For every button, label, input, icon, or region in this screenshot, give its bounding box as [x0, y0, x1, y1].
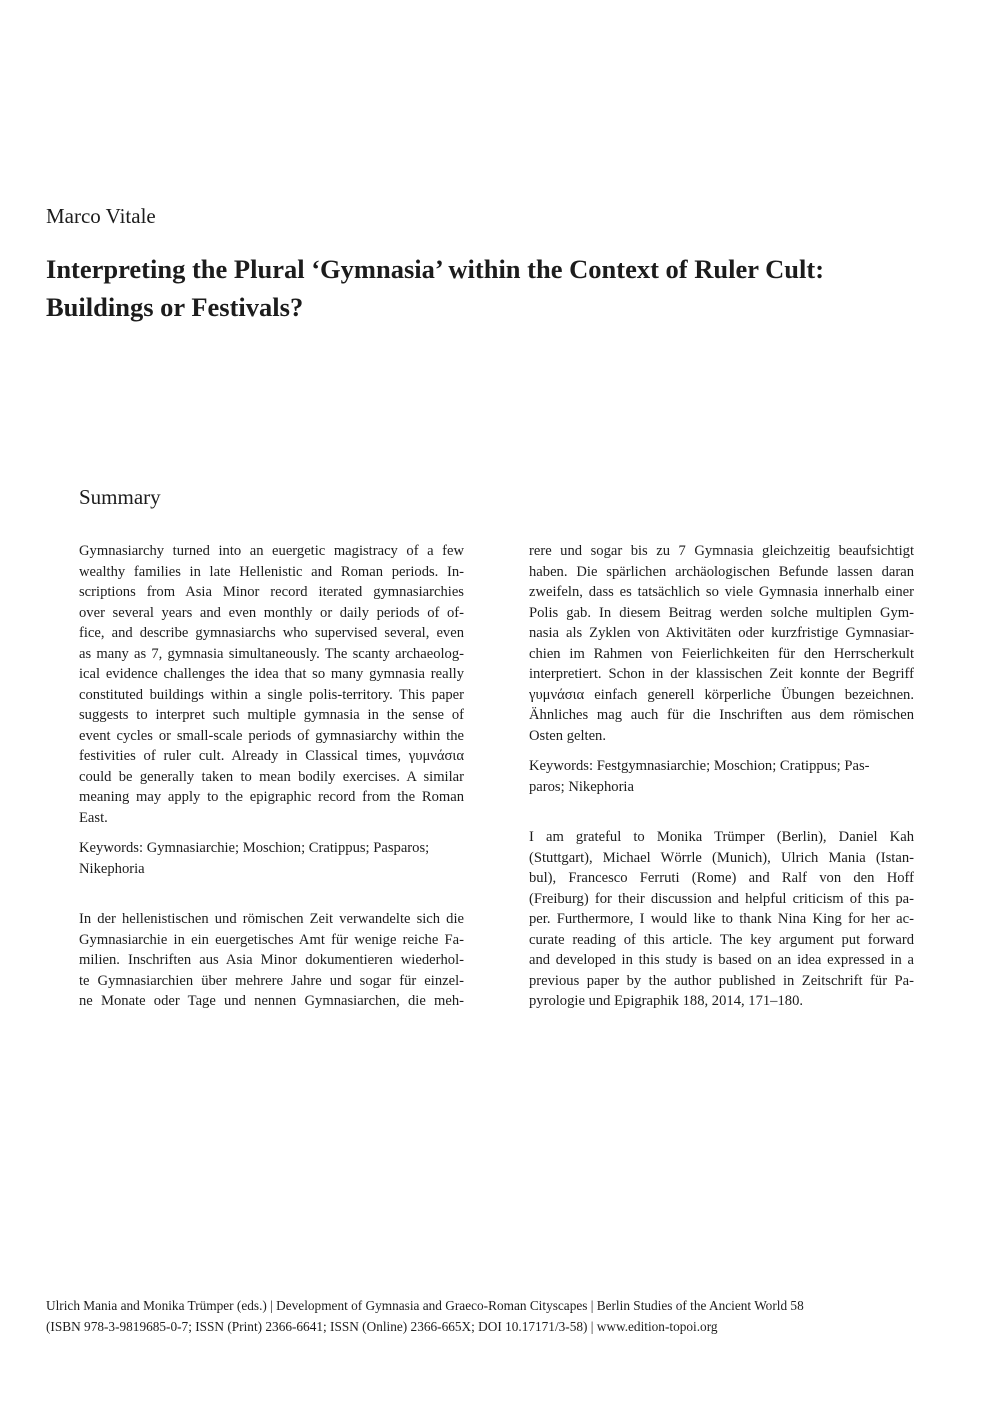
- text-line: rere und sogar bis zu 7 Gymnasia gleichzeitig beaufsichtigt: [529, 543, 914, 559]
- text-line: ical evidence challenges the idea that so many gymnasia really: [79, 666, 464, 682]
- text-line: paros; Nikephoria: [529, 778, 634, 795]
- text-line: wealthy families in late Hellenistic and Roman periods. In-: [79, 563, 464, 580]
- german-summary-start: [79, 909, 464, 1012]
- footer-line: (ISBN 978-3-9819685-0-7; ISSN (Print) 2366-6641; ISSN (Online) 2366-665X; DOI 10.17171/3-58) | www.edition-topoi.org: [46, 1319, 718, 1334]
- text-line: scriptions from Asia Minor record iterated gymnasiarchies: [79, 584, 464, 600]
- text-line: Gymnasiarchie in ein euergetisches Amt für wenige reiche Fa-: [79, 931, 464, 948]
- article-title: [46, 250, 946, 326]
- text-line: ne Monate oder Tage und nennen Gymnasiarchen, die meh-: [79, 993, 464, 1009]
- text-line: event cycles or small-scale periods of gymnasiarchy within the: [79, 727, 464, 744]
- text-line: nasia als Zyklen von Aktivitäten oder kurzfristige Gymnasiar-: [529, 625, 914, 641]
- text-line: γυμνάσια einfach generell körperliche Übungen bezeichnen.: [529, 686, 914, 703]
- text-line: (Freiburg) for their discussion and helpful criticism of this pa-: [529, 890, 914, 907]
- text-line: meaning may apply to the epigraphic record from the Roman: [79, 789, 464, 805]
- english-keywords: [79, 838, 464, 879]
- text-line: te Gymnasiarchien über mehrere Jahre und sogar für einzel-: [79, 972, 464, 989]
- text-line: pyrologie und Epigraphik 188, 2014, 171–180.: [529, 993, 804, 1009]
- left-column: [79, 541, 464, 1012]
- german-summary-end: [529, 541, 914, 746]
- text-line: as many as 7, gymnasia simultaneously. The scanty archaeolog-: [79, 645, 464, 662]
- text-line: curate reading of this article. The key argument put forward: [529, 931, 914, 948]
- summary-heading: Summary: [79, 485, 161, 509]
- text-line: milien. Inschriften aus Asia Minor dokumentieren wiederhol-: [79, 952, 464, 968]
- text-line: fice, and describe gymnasiarchs who supervised several, even: [79, 625, 464, 641]
- text-line: festivities of ruler cult. Already in Classical times, γυμνάσια: [79, 748, 464, 764]
- text-line: Osten gelten.: [529, 727, 607, 744]
- text-line: haben. Die spärlichen archäologischen Befunde lassen daran: [529, 563, 914, 580]
- text-line: Polis gab. In diesem Beitrag werden solche multiplen Gym-: [529, 604, 914, 621]
- text-line: constituted buildings within a single polis-territory. This paper: [79, 686, 464, 703]
- text-line: previous paper by the author published in Zeitschrift für Pa-: [529, 972, 914, 989]
- text-line: chien im Rahmen von Feierlichkeiten für den Herrscherkult: [529, 645, 914, 662]
- text-line: I am grateful to Monika Trümper (Berlin), Daniel Kah: [529, 829, 914, 845]
- text-line: and developed in this study is based on an idea expressed in a: [529, 952, 914, 968]
- text-line: Nikephoria: [79, 860, 145, 877]
- footer-line: Ulrich Mania and Monika Trümper (eds.) | Development of Gymnasia and Graeco-Roman Cityscapes | Berlin Studies of the Ancient World 58: [46, 1298, 804, 1313]
- german-keywords: [529, 756, 914, 797]
- publication-footer: [46, 1295, 966, 1337]
- text-line: Ähnliches mag auch für die Inschriften aus dem römischen: [529, 707, 914, 723]
- text-line: interpretiert. Schon in der klassischen Zeit konnte der Begriff: [529, 666, 914, 682]
- text-line: per. Furthermore, I would like to thank Nina King for her ac-: [529, 911, 914, 927]
- english-summary: [79, 541, 464, 828]
- text-line: suggests to interpret such multiple gymnasia in the sense of: [79, 707, 464, 723]
- text-line: (Stuttgart), Michael Wörrle (Munich), Ulrich Mania (Istan-: [529, 849, 914, 866]
- author-name: Marco Vitale: [46, 204, 156, 228]
- text-line: zweifeln, dass es tatsächlich so viele Gymnasia innerhalb einer: [529, 584, 914, 600]
- acknowledgements: [529, 827, 914, 1012]
- text-line: East.: [79, 809, 108, 826]
- title-line: Buildings or Festivals?: [46, 292, 304, 322]
- text-line: over several years and even monthly or daily periods of of-: [79, 604, 464, 621]
- text-line: could be generally taken to mean bodily exercises. A similar: [79, 768, 464, 785]
- text-line: bul), Francesco Ferruti (Rome) and Ralf von den Hoff: [529, 870, 914, 886]
- text-line: Keywords: Festgymnasiarchie; Moschion; Cratippus; Pas-: [529, 758, 870, 774]
- text-line: In der hellenistischen und römischen Zeit verwandelte sich die: [79, 911, 464, 927]
- title-line: Interpreting the Plural ‘Gymnasia’ within the Context of Ruler Cult:: [46, 254, 825, 284]
- text-line: Keywords: Gymnasiarchie; Moschion; Cratippus; Pasparos;: [79, 840, 430, 856]
- right-column: [529, 541, 914, 1012]
- text-line: Gymnasiarchy turned into an euergetic magistracy of a few: [79, 543, 464, 559]
